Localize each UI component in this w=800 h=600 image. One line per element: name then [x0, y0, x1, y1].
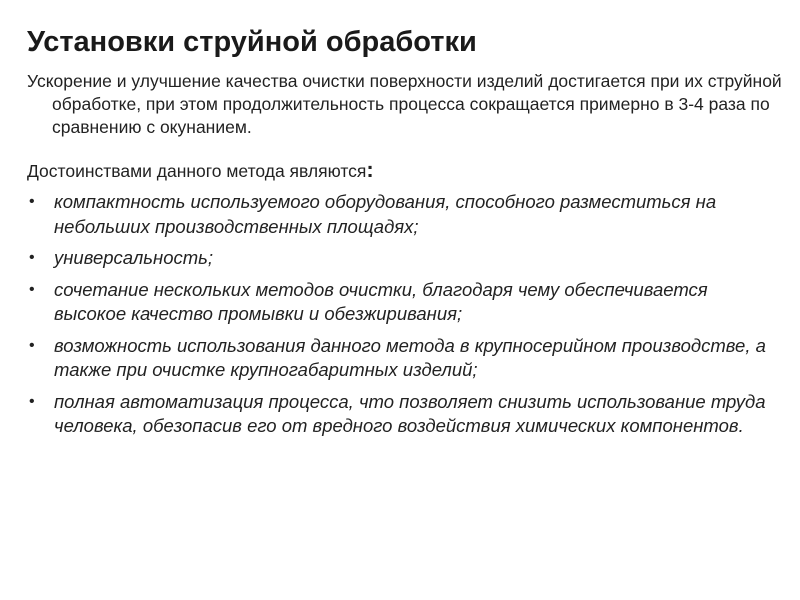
- bullet-icon: •: [29, 336, 35, 354]
- bullet-icon: •: [29, 392, 35, 410]
- merit-text: полная автоматизация процесса, что позволяет снизить использование труда человека, обезопасив его от вредного воздействия химических компонентов.: [54, 390, 766, 436]
- merits-list: [27, 190, 767, 446]
- merit-text: возможность использования данного метода в крупносерийном производстве, а также при очистке крупногабаритных изделий;: [54, 334, 766, 380]
- bullet-icon: •: [29, 249, 35, 266]
- merit-item: [27, 390, 767, 439]
- merits-lead: [27, 158, 374, 183]
- slide-title: Установки струйной обработки: [27, 26, 477, 58]
- merit-text: сочетание нескольких методов очистки, благодаря чему обеспечивается высокое качество промывки и обезжиривания;: [54, 278, 708, 324]
- bullet-icon: •: [29, 193, 35, 210]
- merit-text: универсальность;: [54, 247, 214, 268]
- merit-item: [27, 190, 767, 239]
- merit-item: [27, 246, 767, 271]
- merit-item: [27, 334, 767, 383]
- merit-item: [27, 278, 767, 327]
- merits-lead-colon: :: [366, 157, 374, 182]
- merit-text: компактность используемого оборудования, способного разместиться на небольших производственных площадях;: [54, 191, 717, 237]
- intro-paragraph: Ускорение и улучшение качества очистки поверхности изделий достигается при их струйной обработке, при этом продолжительность процесса сокращается примерно в 3-4 раза по сравнению с окунанием.: [27, 71, 782, 137]
- bullet-icon: •: [29, 280, 35, 298]
- merits-lead-text: Достоинствами данного метода являются: [27, 161, 367, 181]
